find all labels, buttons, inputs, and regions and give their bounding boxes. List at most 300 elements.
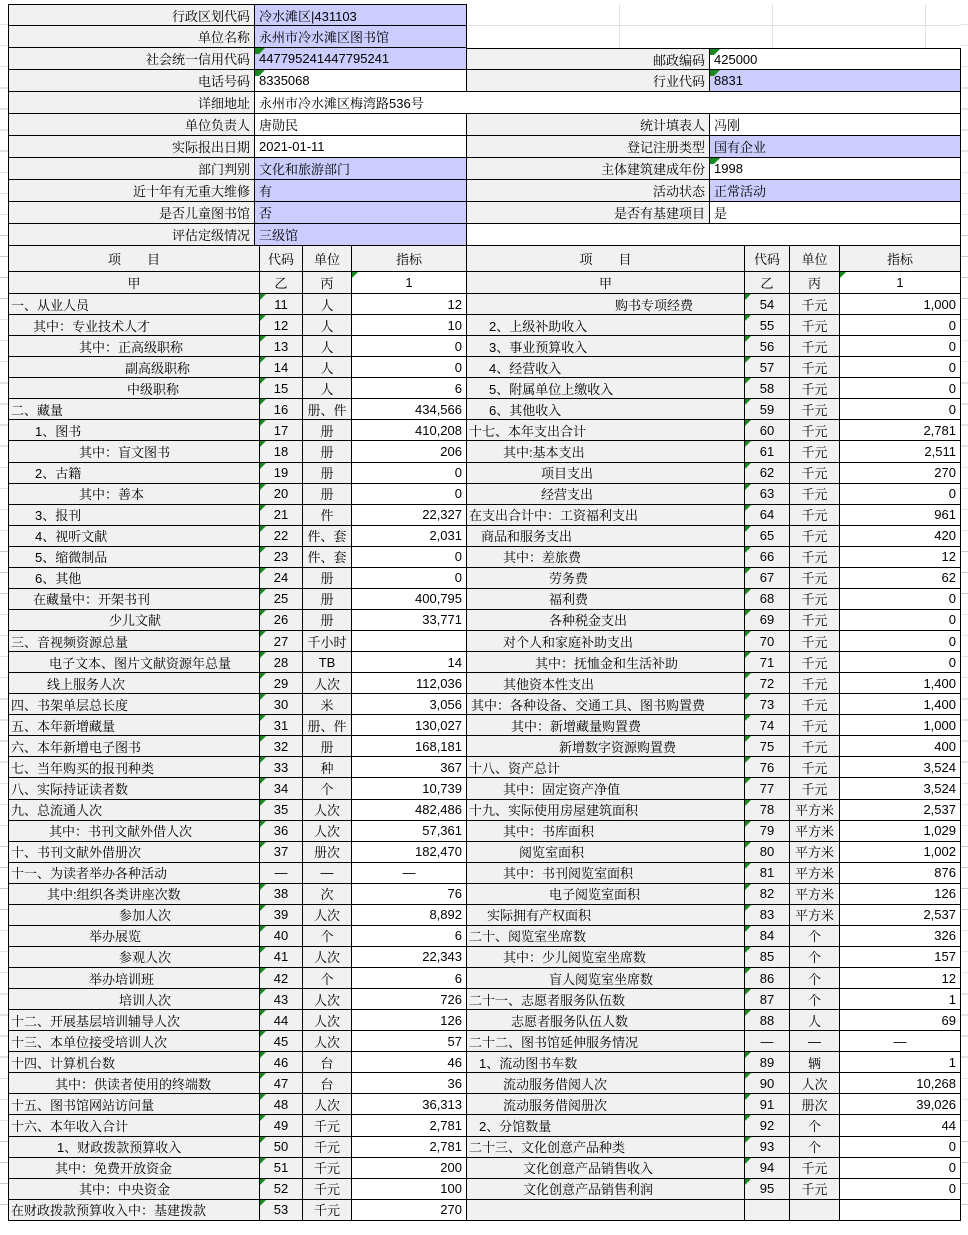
item-code: 38 bbox=[273, 886, 289, 902]
item-unit-cell bbox=[790, 399, 840, 420]
item-code: 89 bbox=[759, 1054, 775, 1070]
item-unit-cell bbox=[790, 1094, 840, 1115]
item-unit-cell bbox=[790, 610, 840, 631]
table-row bbox=[8, 673, 961, 694]
item-value-cell[interactable] bbox=[352, 1137, 467, 1158]
item-value-cell[interactable] bbox=[840, 357, 961, 378]
column-letter-cell bbox=[260, 272, 303, 294]
item-unit-cell bbox=[303, 420, 352, 441]
error-indicator-icon bbox=[745, 505, 751, 511]
item-value-cell[interactable] bbox=[840, 399, 961, 420]
item-unit: — bbox=[320, 865, 334, 881]
item-code: 39 bbox=[273, 907, 289, 923]
item-unit-cell bbox=[303, 989, 352, 1010]
item-value-cell[interactable] bbox=[352, 1115, 467, 1136]
form-field-value[interactable] bbox=[255, 202, 467, 224]
item-label: 志愿者服务队伍人数 bbox=[511, 1013, 629, 1029]
form-field-value-text: 正常活动 bbox=[714, 184, 767, 199]
item-unit-cell bbox=[303, 315, 352, 336]
item-unit-cell bbox=[790, 947, 840, 968]
item-value-cell[interactable] bbox=[352, 315, 467, 336]
item-value-cell[interactable] bbox=[352, 715, 467, 736]
item-value: 961 bbox=[934, 507, 956, 523]
item-value-cell[interactable] bbox=[352, 357, 467, 378]
item-label-cell bbox=[467, 357, 745, 378]
item-label-cell bbox=[467, 1137, 745, 1158]
form-field-value-text: 是 bbox=[714, 206, 728, 221]
item-label: 其中：各种设备、交通工具、图书购置费 bbox=[471, 697, 706, 713]
error-indicator-icon bbox=[745, 1052, 751, 1058]
item-value-cell[interactable] bbox=[840, 294, 961, 315]
item-value-cell[interactable] bbox=[840, 441, 961, 462]
item-value-cell[interactable] bbox=[840, 863, 961, 884]
item-code-cell bbox=[260, 1200, 303, 1221]
item-value-cell[interactable] bbox=[840, 947, 961, 968]
form-field-value[interactable] bbox=[710, 158, 961, 180]
item-label-cell bbox=[467, 399, 745, 420]
item-value-cell[interactable] bbox=[352, 1073, 467, 1094]
item-value-cell[interactable] bbox=[352, 652, 467, 673]
item-value-cell[interactable] bbox=[352, 420, 467, 441]
item-code: 52 bbox=[273, 1181, 289, 1197]
item-value-cell[interactable] bbox=[352, 821, 467, 842]
error-indicator-icon bbox=[745, 420, 751, 426]
item-unit: 千元 bbox=[801, 381, 828, 397]
error-indicator-icon bbox=[745, 441, 751, 447]
table-row bbox=[8, 631, 961, 652]
error-indicator-icon bbox=[745, 547, 751, 553]
item-value-cell[interactable] bbox=[352, 1158, 467, 1179]
item-label-cell bbox=[467, 315, 745, 336]
form-field-label-text: 是否有基建项目 bbox=[613, 206, 705, 221]
item-value-cell[interactable] bbox=[840, 1200, 961, 1221]
empty-grid-area bbox=[467, 4, 961, 26]
form-field-value[interactable] bbox=[255, 224, 467, 246]
item-code: 81 bbox=[759, 865, 775, 881]
item-unit: 千元 bbox=[313, 1140, 340, 1156]
item-label: 劳务费 bbox=[549, 571, 589, 587]
error-indicator-icon bbox=[260, 694, 266, 700]
item-value: 112,036 bbox=[415, 675, 462, 691]
item-unit: 千元 bbox=[801, 739, 828, 755]
item-unit: 千元 bbox=[313, 1118, 340, 1134]
item-unit-cell bbox=[790, 884, 840, 905]
form-field-value-text: 唐勋民 bbox=[259, 118, 299, 133]
form-field-label-text: 登记注册类型 bbox=[626, 140, 705, 155]
item-value-cell[interactable] bbox=[840, 673, 961, 694]
item-value-cell[interactable] bbox=[840, 315, 961, 336]
item-label: 其中：免费开放资金 bbox=[55, 1161, 173, 1177]
item-value-cell[interactable] bbox=[352, 800, 467, 821]
item-value-cell[interactable] bbox=[352, 947, 467, 968]
item-label-cell bbox=[8, 336, 260, 357]
form-field-value[interactable] bbox=[255, 26, 467, 48]
item-value-cell[interactable] bbox=[840, 484, 961, 505]
item-label-cell bbox=[8, 357, 260, 378]
item-value-cell[interactable] bbox=[352, 399, 467, 420]
item-value-cell[interactable] bbox=[352, 926, 467, 947]
item-value-cell[interactable] bbox=[840, 842, 961, 863]
item-label-cell bbox=[8, 757, 260, 778]
error-indicator-icon bbox=[260, 821, 266, 827]
item-label: 1、流动图书车数 bbox=[479, 1055, 578, 1071]
item-code-cell bbox=[260, 378, 303, 399]
item-unit-cell bbox=[790, 547, 840, 568]
item-value-cell[interactable] bbox=[840, 736, 961, 757]
item-value-cell[interactable] bbox=[840, 778, 961, 799]
item-unit: 件、套 bbox=[307, 550, 347, 566]
item-value-cell[interactable] bbox=[352, 778, 467, 799]
item-code-cell bbox=[745, 863, 790, 884]
item-code-cell bbox=[260, 884, 303, 905]
item-code-cell bbox=[745, 800, 790, 821]
item-value-cell[interactable] bbox=[840, 989, 961, 1010]
form-field-label bbox=[467, 202, 710, 224]
item-unit: 千元 bbox=[801, 760, 828, 776]
error-indicator-icon bbox=[260, 357, 266, 363]
item-value-cell[interactable] bbox=[352, 905, 467, 926]
item-value-cell[interactable] bbox=[352, 526, 467, 547]
form-field-label-text: 主体建筑建成年份 bbox=[600, 162, 705, 177]
item-label-cell bbox=[8, 968, 260, 989]
item-label-cell bbox=[8, 631, 260, 652]
item-value-cell[interactable] bbox=[840, 968, 961, 989]
item-label-cell bbox=[467, 505, 745, 526]
item-label-cell bbox=[467, 294, 745, 315]
item-unit: 台 bbox=[320, 1076, 334, 1092]
form-field-value[interactable] bbox=[710, 114, 961, 136]
error-indicator-icon bbox=[745, 378, 751, 384]
item-value: 130,027 bbox=[415, 717, 462, 733]
error-indicator-icon bbox=[260, 294, 266, 300]
item-code-cell bbox=[260, 420, 303, 441]
item-code-cell bbox=[745, 673, 790, 694]
item-unit: — bbox=[808, 1033, 821, 1049]
item-value-cell[interactable] bbox=[352, 863, 467, 884]
item-value-cell[interactable] bbox=[840, 631, 961, 652]
column-letter-text: 乙 bbox=[274, 276, 288, 291]
item-label-cell bbox=[8, 1200, 260, 1221]
form-field-value[interactable] bbox=[255, 158, 467, 180]
item-value-cell[interactable] bbox=[352, 673, 467, 694]
item-value-cell[interactable] bbox=[840, 926, 961, 947]
item-code-cell bbox=[745, 1115, 790, 1136]
item-value-cell[interactable] bbox=[840, 800, 961, 821]
form-field-value[interactable] bbox=[710, 202, 961, 224]
item-unit-cell bbox=[790, 778, 840, 799]
item-code: 23 bbox=[273, 549, 289, 565]
item-value-cell[interactable] bbox=[352, 1052, 467, 1073]
item-code: 53 bbox=[273, 1202, 289, 1218]
error-indicator-icon bbox=[745, 336, 751, 342]
form-field-label bbox=[467, 48, 710, 70]
error-indicator-icon bbox=[255, 70, 265, 76]
item-code: 31 bbox=[273, 717, 289, 733]
error-indicator-icon bbox=[260, 652, 266, 658]
item-value-cell[interactable] bbox=[840, 884, 961, 905]
item-value-cell[interactable] bbox=[352, 568, 467, 589]
item-label-cell bbox=[8, 526, 260, 547]
item-unit: 千元 bbox=[801, 1182, 828, 1198]
item-unit-cell bbox=[303, 1031, 352, 1052]
item-unit: 平方米 bbox=[794, 824, 834, 840]
item-value-cell[interactable] bbox=[352, 1179, 467, 1200]
item-value-cell[interactable] bbox=[352, 1094, 467, 1115]
form-row bbox=[8, 202, 961, 224]
item-unit: 千元 bbox=[801, 360, 828, 376]
form-field-value[interactable] bbox=[710, 180, 961, 202]
item-value-cell[interactable] bbox=[352, 1031, 467, 1052]
item-unit: 册 bbox=[320, 592, 334, 608]
form-row bbox=[8, 180, 961, 202]
item-unit: 个 bbox=[320, 929, 334, 945]
item-value-cell[interactable] bbox=[840, 1158, 961, 1179]
item-value-cell[interactable] bbox=[352, 1200, 467, 1221]
item-code-cell bbox=[260, 863, 303, 884]
item-value-cell[interactable] bbox=[352, 463, 467, 484]
error-indicator-icon bbox=[260, 1010, 266, 1016]
item-value: 100 bbox=[440, 1181, 462, 1197]
item-value-cell[interactable] bbox=[352, 589, 467, 610]
item-label: 2、古籍 bbox=[35, 466, 82, 482]
item-code-cell bbox=[745, 294, 790, 315]
item-unit: 册 bbox=[320, 571, 334, 587]
form-field-value[interactable] bbox=[255, 4, 467, 26]
item-unit-cell bbox=[790, 1073, 840, 1094]
item-value-cell[interactable] bbox=[352, 968, 467, 989]
item-value-cell[interactable] bbox=[840, 905, 961, 926]
item-value-cell[interactable] bbox=[840, 589, 961, 610]
item-unit: 册次 bbox=[801, 1097, 828, 1113]
item-value-cell[interactable] bbox=[352, 757, 467, 778]
item-code-cell bbox=[745, 441, 790, 462]
item-value: 39,026 bbox=[916, 1096, 956, 1112]
item-value-cell[interactable] bbox=[840, 715, 961, 736]
item-value-cell[interactable] bbox=[352, 484, 467, 505]
item-unit: 平方米 bbox=[794, 887, 834, 903]
table-row bbox=[8, 778, 961, 799]
item-value-cell[interactable] bbox=[840, 1031, 961, 1052]
item-value-cell[interactable] bbox=[352, 631, 467, 652]
item-unit-cell bbox=[303, 926, 352, 947]
item-value-cell[interactable] bbox=[352, 989, 467, 1010]
item-value-cell[interactable] bbox=[352, 336, 467, 357]
item-code-cell bbox=[745, 505, 790, 526]
error-indicator-icon bbox=[260, 631, 266, 637]
item-code: 75 bbox=[759, 738, 775, 754]
item-unit-cell bbox=[790, 463, 840, 484]
item-unit-cell bbox=[790, 863, 840, 884]
item-unit-cell bbox=[790, 800, 840, 821]
item-code-cell bbox=[260, 399, 303, 420]
item-value-cell[interactable] bbox=[840, 1010, 961, 1031]
item-value-cell[interactable] bbox=[352, 1010, 467, 1031]
item-value-cell[interactable] bbox=[352, 736, 467, 757]
item-unit-cell bbox=[790, 526, 840, 547]
error-indicator-icon bbox=[260, 989, 266, 995]
form-field-value[interactable] bbox=[710, 48, 961, 70]
item-value-cell[interactable] bbox=[840, 378, 961, 399]
item-value-cell[interactable] bbox=[840, 652, 961, 673]
item-value-cell[interactable] bbox=[352, 378, 467, 399]
form-field-value[interactable] bbox=[710, 136, 961, 158]
item-value-cell[interactable] bbox=[840, 1115, 961, 1136]
item-value: 157 bbox=[934, 949, 956, 965]
item-unit-cell bbox=[303, 399, 352, 420]
form-field-value[interactable] bbox=[255, 114, 467, 136]
item-label-cell bbox=[8, 863, 260, 884]
form-field-label-text: 评估定级情况 bbox=[171, 228, 250, 243]
item-value-cell[interactable] bbox=[840, 757, 961, 778]
item-value-cell[interactable] bbox=[352, 441, 467, 462]
item-unit: 平方米 bbox=[794, 908, 834, 924]
error-indicator-icon bbox=[710, 70, 720, 76]
item-unit-cell bbox=[303, 526, 352, 547]
item-value-cell[interactable] bbox=[840, 1137, 961, 1158]
item-unit-cell bbox=[303, 336, 352, 357]
item-value-cell[interactable] bbox=[840, 420, 961, 441]
error-indicator-icon bbox=[260, 1094, 266, 1100]
item-value: 10,268 bbox=[916, 1075, 956, 1091]
item-code-cell bbox=[745, 989, 790, 1010]
item-value-cell[interactable] bbox=[840, 568, 961, 589]
item-unit: 个 bbox=[807, 992, 821, 1008]
item-code: 92 bbox=[759, 1117, 775, 1133]
item-value: 0 bbox=[454, 486, 462, 502]
error-indicator-icon bbox=[710, 158, 720, 164]
item-value-cell[interactable] bbox=[840, 1052, 961, 1073]
item-code: 95 bbox=[759, 1181, 775, 1197]
error-indicator-icon bbox=[745, 842, 751, 848]
item-code-cell bbox=[260, 1094, 303, 1115]
item-code-cell bbox=[745, 1200, 790, 1221]
item-unit-cell bbox=[303, 505, 352, 526]
table-row bbox=[8, 1010, 961, 1031]
item-value: 6 bbox=[454, 380, 462, 396]
item-label: 八、实际持证读者数 bbox=[11, 781, 129, 797]
item-value: 14 bbox=[447, 654, 462, 670]
error-indicator-icon bbox=[260, 1115, 266, 1121]
error-indicator-icon bbox=[745, 294, 751, 300]
item-unit: 人次 bbox=[313, 824, 340, 840]
item-value-cell[interactable] bbox=[840, 821, 961, 842]
column-header-cell bbox=[790, 246, 840, 272]
item-unit: 千元 bbox=[801, 297, 828, 313]
item-value-cell[interactable] bbox=[840, 547, 961, 568]
item-label: 在支出合计中：工资福利支出 bbox=[469, 508, 639, 524]
item-code: 79 bbox=[759, 823, 775, 839]
error-indicator-icon bbox=[745, 863, 751, 869]
item-code-cell bbox=[260, 1158, 303, 1179]
item-value-cell[interactable] bbox=[352, 505, 467, 526]
form-field-value[interactable] bbox=[255, 48, 467, 70]
item-value-cell[interactable] bbox=[352, 547, 467, 568]
form-field-value-text: 1998 bbox=[714, 161, 743, 176]
item-code-cell bbox=[745, 336, 790, 357]
item-code: 70 bbox=[759, 633, 775, 649]
form-field-value[interactable] bbox=[710, 70, 961, 92]
item-label-cell bbox=[8, 694, 260, 715]
item-unit: 平方米 bbox=[794, 845, 834, 861]
item-unit: 人次 bbox=[313, 1034, 340, 1050]
error-indicator-icon bbox=[260, 568, 266, 574]
item-value: 410,208 bbox=[415, 422, 462, 438]
item-label-cell bbox=[467, 736, 745, 757]
form-row bbox=[8, 92, 961, 114]
error-indicator-icon bbox=[745, 1179, 751, 1185]
item-unit: 人次 bbox=[313, 1013, 340, 1029]
item-label-cell bbox=[467, 715, 745, 736]
form-field-value[interactable] bbox=[255, 70, 467, 92]
item-code-cell bbox=[260, 673, 303, 694]
item-value: 0 bbox=[948, 654, 956, 670]
column-header-text: 代码 bbox=[267, 252, 294, 267]
item-unit-cell bbox=[790, 673, 840, 694]
item-value-cell[interactable] bbox=[352, 694, 467, 715]
table-row bbox=[8, 484, 961, 505]
item-code: 94 bbox=[759, 1160, 775, 1176]
item-label: 十六、本年收入合计 bbox=[11, 1118, 129, 1134]
item-label: 3、事业预算收入 bbox=[489, 339, 588, 355]
item-code-cell bbox=[260, 821, 303, 842]
item-unit-cell bbox=[790, 1010, 840, 1031]
error-indicator-icon bbox=[840, 272, 846, 278]
item-unit-cell bbox=[790, 568, 840, 589]
form-field-value[interactable] bbox=[255, 92, 961, 114]
column-letter-text: 乙 bbox=[760, 276, 774, 291]
item-code: 17 bbox=[273, 422, 289, 438]
table-row bbox=[8, 378, 961, 399]
error-indicator-icon bbox=[260, 610, 266, 616]
item-value-cell[interactable] bbox=[840, 463, 961, 484]
item-value: — bbox=[893, 1033, 907, 1049]
item-value-cell[interactable] bbox=[840, 694, 961, 715]
item-value-cell[interactable] bbox=[840, 610, 961, 631]
item-label: 线上服务人次 bbox=[47, 676, 126, 692]
item-value-cell[interactable] bbox=[840, 526, 961, 547]
table-row bbox=[8, 1158, 961, 1179]
form-field-value[interactable] bbox=[255, 180, 467, 202]
item-code: 93 bbox=[759, 1139, 775, 1155]
item-value-cell[interactable] bbox=[352, 294, 467, 315]
table-row bbox=[8, 357, 961, 378]
item-unit-cell bbox=[303, 800, 352, 821]
item-value-cell[interactable] bbox=[840, 1094, 961, 1115]
item-code-cell bbox=[745, 610, 790, 631]
item-value-cell[interactable] bbox=[352, 610, 467, 631]
item-label-cell bbox=[467, 1031, 745, 1052]
item-code-cell bbox=[745, 420, 790, 441]
item-value-cell[interactable] bbox=[840, 336, 961, 357]
error-indicator-icon bbox=[260, 800, 266, 806]
column-letter-text: 丙 bbox=[320, 276, 334, 291]
item-value-cell[interactable] bbox=[840, 1073, 961, 1094]
item-label-cell bbox=[8, 294, 260, 315]
item-value-cell[interactable] bbox=[840, 1179, 961, 1200]
error-indicator-icon bbox=[255, 48, 265, 54]
item-unit: 人 bbox=[320, 297, 334, 313]
item-code: 47 bbox=[273, 1075, 289, 1091]
item-value-cell[interactable] bbox=[352, 842, 467, 863]
item-label: 在财政拨款预算收入中：基建拨款 bbox=[11, 1203, 207, 1219]
item-unit-cell bbox=[303, 757, 352, 778]
form-field-value[interactable] bbox=[255, 136, 467, 158]
item-value-cell[interactable] bbox=[840, 505, 961, 526]
item-code-cell bbox=[260, 505, 303, 526]
item-code: 13 bbox=[273, 338, 289, 354]
item-value-cell[interactable] bbox=[352, 884, 467, 905]
column-letter-cell bbox=[840, 272, 961, 294]
